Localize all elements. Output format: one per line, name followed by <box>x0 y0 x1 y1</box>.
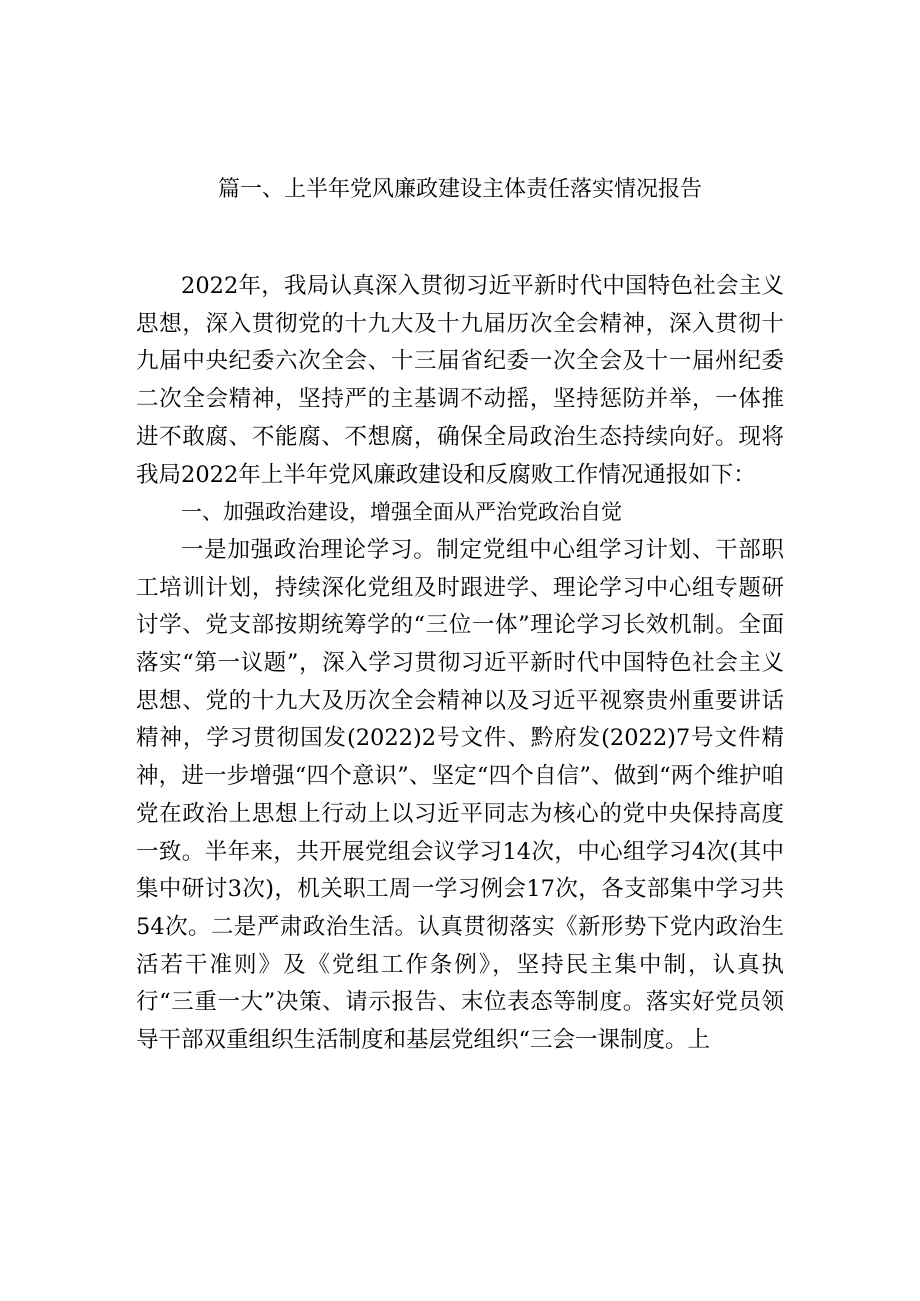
section-heading: 一、加强政治建设，增强全面从严治党政治自觉 <box>181 500 622 525</box>
document-title: 篇一、上半年党风廉政建设主体责任落实情况报告 <box>217 177 702 202</box>
section-paragraph: 一是加强政治理论学习。制定党组中心组学习计划、干部职工培训计划，持续深化党组及时跟进学、理论学习中心组专题研讨学、党支部按期统筹学的“三位一体”理论学习长效机制。全面落实“第一议题”，深入学习贯彻习近平新时代中国特色社会主义思想、党的十九大及历次全会精神以及习近平视察贵州重要讲话精神，学习贯彻国发(2022)2号文件、黔府发(2022)7号文件精神，进一步增强“四个意识”、坚定“四个自信”、做到“两个维护咱党在政治上思想上行动上以习近平同志为核心的党中央保持高度一致。半年来，共开展党组会议学习14次，中心组学习4次(其中集中研讨3次)，机关职工周一学习例会17次，各支部集中学习共54次。二是严肃政治生活。认真贯彻落实《新形势下党内政治生活若干准则》及《党组工作条例》，坚持民主集中制，认真执行“三重一大”决策、请示报告、末位表态等制度。落实好党员领导干部双重组织生活制度和基层党组织“三会一课制度。上 <box>136 536 784 1054</box>
document-body <box>136 268 784 1060</box>
intro-paragraph: 2022年，我局认真深入贯彻习近平新时代中国特色社会主义思想，深入贯彻党的十九大及十九届历次全会精神，深入贯彻十九届中央纪委六次全会、十三届省纪委一次全会及十一届州纪委二次全会精神，坚持严的主基调不动摇，坚持惩防并举，一体推进不敢腐、不能腐、不想腐，确保全局政治生态持续向好。现将我局2022年上半年党风廉政建设和反腐败工作情况通报如下： <box>136 273 784 488</box>
